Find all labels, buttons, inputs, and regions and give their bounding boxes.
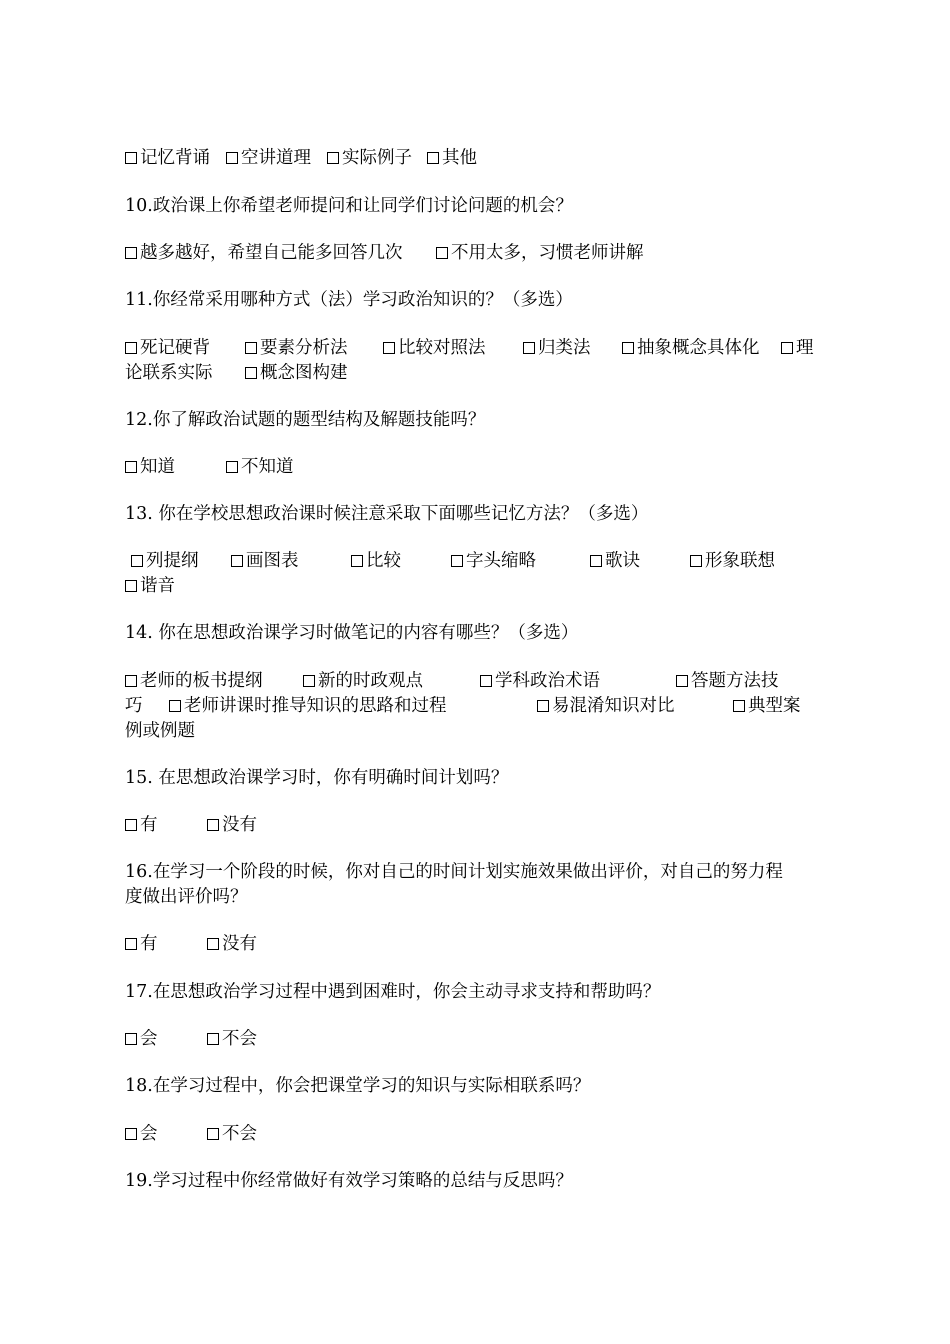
- option-label: 比较: [366, 551, 401, 571]
- option-label: 答题方法技: [691, 671, 779, 691]
- checkbox-option[interactable]: [125, 1027, 158, 1051]
- checkbox-icon[interactable]: [207, 938, 219, 950]
- checkbox-option[interactable]: [781, 336, 814, 360]
- question-text: 17.在思想政治学习过程中遇到困难时，你会主动寻求支持和帮助吗？: [125, 982, 661, 1002]
- option-label: 比较对照法: [398, 338, 486, 358]
- checkbox-icon[interactable]: [125, 938, 137, 950]
- option-label: 理: [796, 338, 814, 358]
- checkbox-option[interactable]: [303, 669, 423, 693]
- option-label: 谐音: [140, 576, 175, 596]
- checkbox-icon[interactable]: [125, 461, 137, 473]
- checkbox-option[interactable]: [537, 694, 675, 718]
- checkbox-icon[interactable]: [383, 342, 395, 354]
- checkbox-icon[interactable]: [590, 555, 602, 567]
- checkbox-option[interactable]: [427, 146, 477, 170]
- checkbox-icon[interactable]: [480, 675, 492, 687]
- option-label: 典型案: [748, 696, 801, 716]
- checkbox-option[interactable]: [125, 813, 158, 837]
- option-label: 不会: [222, 1029, 257, 1049]
- checkbox-icon[interactable]: [207, 1033, 219, 1045]
- checkbox-option[interactable]: [207, 1027, 257, 1051]
- checkbox-option[interactable]: [480, 669, 600, 693]
- option-label: 没有: [222, 934, 257, 954]
- checkbox-icon[interactable]: [622, 342, 634, 354]
- option-label: 其他: [442, 148, 477, 168]
- checkbox-option[interactable]: [207, 813, 257, 837]
- checkbox-option[interactable]: [231, 549, 299, 573]
- continued-text: 论联系实际: [125, 363, 213, 383]
- question-text: 度做出评价吗？: [125, 887, 248, 907]
- checkbox-option[interactable]: [590, 549, 640, 573]
- checkbox-icon[interactable]: [733, 700, 745, 712]
- option-label: 越多越好，希望自己能多回答几次: [140, 243, 403, 263]
- checkbox-option[interactable]: [125, 455, 175, 479]
- option-label: 会: [140, 1029, 158, 1049]
- checkbox-icon[interactable]: [690, 555, 702, 567]
- checkbox-option[interactable]: [125, 146, 210, 170]
- option-label: 不会: [222, 1124, 257, 1144]
- option-label: 不用太多，习惯老师讲解: [451, 243, 644, 263]
- checkbox-option[interactable]: [125, 574, 175, 598]
- option-label: 列提纲: [146, 551, 199, 571]
- checkbox-icon[interactable]: [351, 555, 363, 567]
- question-text: 13. 你在学校思想政治课时候注意采取下面哪些记忆方法？（多选）: [125, 504, 649, 524]
- question-text: 例或例题: [125, 721, 195, 741]
- checkbox-icon[interactable]: [125, 1033, 137, 1045]
- option-label: 归类法: [538, 338, 591, 358]
- checkbox-option[interactable]: [351, 549, 401, 573]
- checkbox-option[interactable]: [676, 669, 779, 693]
- checkbox-icon[interactable]: [125, 152, 137, 164]
- checkbox-option[interactable]: [245, 336, 348, 360]
- checkbox-option[interactable]: [245, 361, 348, 385]
- option-label: 歌诀: [605, 551, 640, 571]
- checkbox-option[interactable]: [207, 1122, 257, 1146]
- checkbox-icon[interactable]: [125, 675, 137, 687]
- checkbox-icon[interactable]: [427, 152, 439, 164]
- option-label: 抽象概念具体化: [637, 338, 760, 358]
- checkbox-icon[interactable]: [245, 367, 257, 379]
- checkbox-option[interactable]: [169, 694, 447, 718]
- question-text: 19.学习过程中你经常做好有效学习策略的总结与反思吗？: [125, 1171, 573, 1191]
- option-label: 不知道: [241, 457, 294, 477]
- checkbox-icon[interactable]: [169, 700, 181, 712]
- checkbox-icon[interactable]: [226, 152, 238, 164]
- checkbox-option[interactable]: [383, 336, 486, 360]
- checkbox-option[interactable]: [523, 336, 591, 360]
- option-label: 新的时政观点: [318, 671, 423, 691]
- checkbox-icon[interactable]: [245, 342, 257, 354]
- option-label: 没有: [222, 815, 257, 835]
- checkbox-option[interactable]: [733, 694, 801, 718]
- option-label: 记忆背诵: [140, 148, 210, 168]
- option-label: 要素分析法: [260, 338, 348, 358]
- checkbox-icon[interactable]: [131, 555, 143, 567]
- checkbox-icon[interactable]: [207, 819, 219, 831]
- checkbox-icon[interactable]: [207, 1128, 219, 1140]
- question-text: 15. 在思想政治课学习时，你有明确时间计划吗？: [125, 768, 509, 788]
- checkbox-option[interactable]: [622, 336, 760, 360]
- checkbox-option[interactable]: [451, 549, 536, 573]
- checkbox-option[interactable]: [125, 336, 210, 360]
- option-label: 形象联想: [705, 551, 775, 571]
- checkbox-icon[interactable]: [125, 342, 137, 354]
- option-label: 实际例子: [342, 148, 412, 168]
- question-text: 14. 你在思想政治课学习时做笔记的内容有哪些？（多选）: [125, 623, 579, 643]
- option-label: 字头缩略: [466, 551, 536, 571]
- option-label: 有: [140, 934, 158, 954]
- option-label: 易混淆知识对比: [552, 696, 675, 716]
- checkbox-icon[interactable]: [125, 247, 137, 259]
- option-label: 空讲道理: [241, 148, 311, 168]
- option-label: 死记硬背: [140, 338, 210, 358]
- checkbox-option[interactable]: [125, 241, 403, 265]
- checkbox-icon[interactable]: [125, 580, 137, 592]
- question-text: 12.你了解政治试题的题型结构及解题技能吗？: [125, 410, 486, 430]
- checkbox-option[interactable]: [131, 549, 199, 573]
- option-label: 概念图构建: [260, 363, 348, 383]
- checkbox-option[interactable]: [125, 669, 263, 693]
- checkbox-option[interactable]: [226, 146, 311, 170]
- checkbox-icon[interactable]: [226, 461, 238, 473]
- checkbox-option[interactable]: [226, 455, 294, 479]
- question-text: 16.在学习一个阶段的时候，你对自己的时间计划实施效果做出评价，对自己的努力程: [125, 862, 783, 882]
- checkbox-option[interactable]: [125, 1122, 158, 1146]
- checkbox-icon[interactable]: [125, 1128, 137, 1140]
- question-text: 11.你经常采用哪种方式（法）学习政治知识的？（多选）: [125, 290, 573, 310]
- checkbox-option[interactable]: [436, 241, 644, 265]
- option-label: 会: [140, 1124, 158, 1144]
- checkbox-icon[interactable]: [537, 700, 549, 712]
- checkbox-option[interactable]: [327, 146, 412, 170]
- option-label: 老师的板书提纲: [140, 671, 263, 691]
- checkbox-icon[interactable]: [781, 342, 793, 354]
- checkbox-icon[interactable]: [327, 152, 339, 164]
- option-label: 学科政治术语: [495, 671, 600, 691]
- checkbox-option[interactable]: [690, 549, 775, 573]
- checkbox-icon[interactable]: [303, 675, 315, 687]
- option-label: 老师讲课时推导知识的思路和过程: [184, 696, 447, 716]
- checkbox-icon[interactable]: [451, 555, 463, 567]
- option-label: 画图表: [246, 551, 299, 571]
- option-label: 有: [140, 815, 158, 835]
- checkbox-icon[interactable]: [231, 555, 243, 567]
- checkbox-option[interactable]: [125, 932, 158, 956]
- continued-text: 巧: [125, 696, 143, 716]
- question-text: 10.政治课上你希望老师提问和让同学们讨论问题的机会？: [125, 196, 573, 216]
- checkbox-icon[interactable]: [125, 819, 137, 831]
- checkbox-option[interactable]: [207, 932, 257, 956]
- question-text: 18.在学习过程中，你会把课堂学习的知识与实际相联系吗？: [125, 1076, 591, 1096]
- checkbox-icon[interactable]: [676, 675, 688, 687]
- option-label: 知道: [140, 457, 175, 477]
- checkbox-icon[interactable]: [523, 342, 535, 354]
- checkbox-icon[interactable]: [436, 247, 448, 259]
